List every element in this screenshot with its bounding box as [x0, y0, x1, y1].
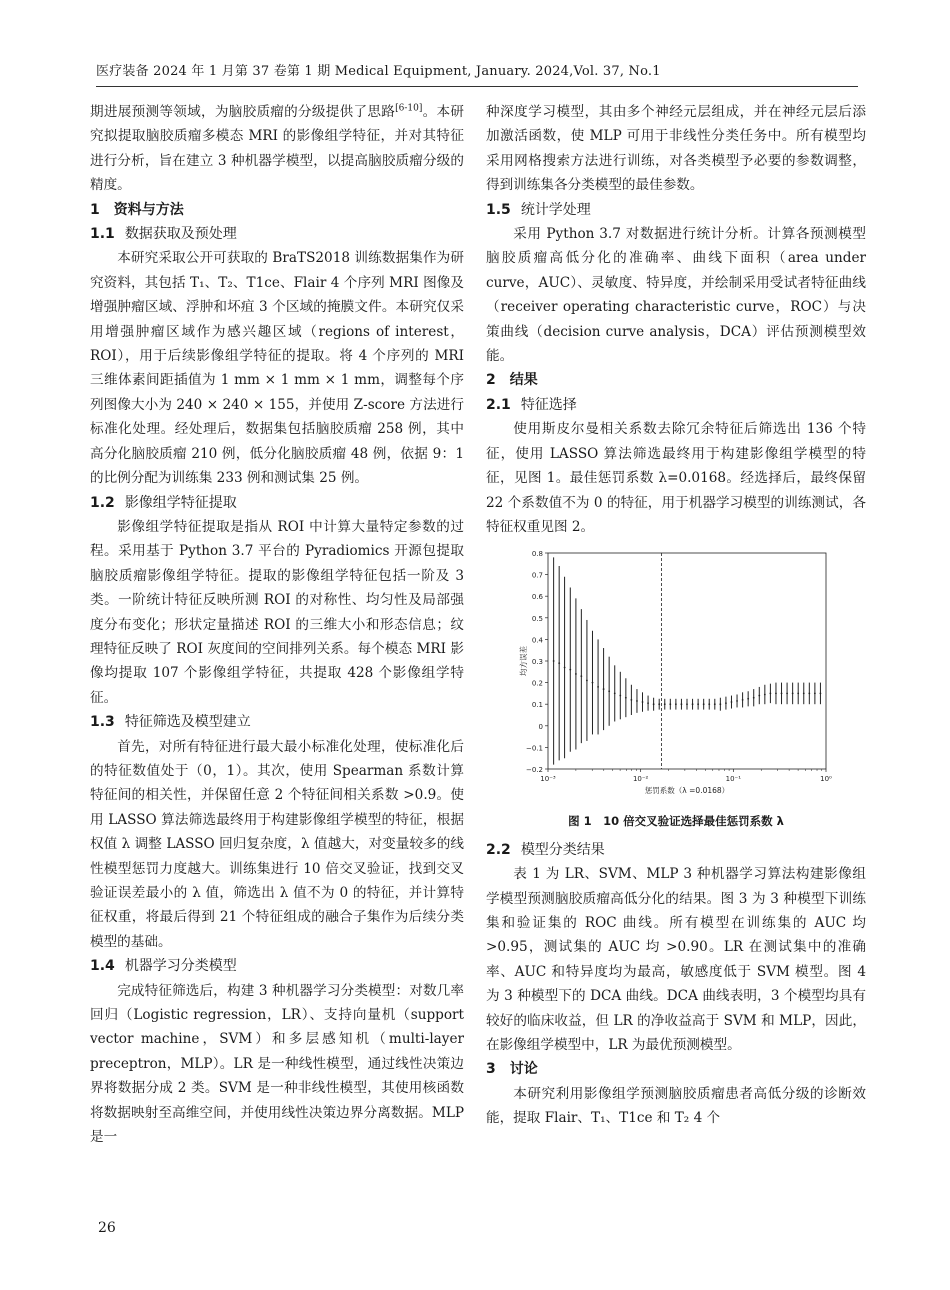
section-3-paragraph: 本研究利用影像组学预测脑胶质瘤患者高低分级的诊断效能，提取 Flair、T₁、T1ce 和 T₂ 4 个	[486, 1085, 866, 1127]
section-number: 1.3	[90, 714, 115, 731]
citation: [6-10]	[395, 103, 423, 114]
section-1-1-heading	[90, 222, 464, 246]
x-tick-label: 10⁻³	[540, 775, 556, 784]
mean-point	[608, 691, 610, 693]
section-title: 模型分类结果	[520, 841, 605, 858]
section-1-4-paragraph: 完成特征筛选后，构建 3 种机器学习分类模型：对数几率回归（Logistic regression，LR）、支持向量机（support vector machine，SVM）和多层感知机（multi-layer preceptron，MLP）。LR 是一种线性模型，通过线性决策边界将数据分成 2 类。SVM 是一种非线性模型，其使用核函数将数据映射至高维空间，并使用线性决策边界分离数据。MLP 是一	[90, 982, 464, 1146]
mean-point	[736, 700, 738, 702]
mean-point	[592, 682, 594, 684]
y-tick-label: 0.7	[531, 571, 543, 580]
mean-point	[775, 693, 777, 695]
section-2-1-paragraph: 使用斯皮尔曼相关系数去除冗余特征后筛选出 136 个特征，使用 LASSO 算法筛选最终用于构建影像组学模型的特征，见图 1。最佳惩罚系数 λ=0.0168。经选择后，最终保留 22 个系数值不为 0 的特征，用于机器学习模型的训练测试，各特征权重见图 2。	[486, 421, 866, 535]
mean-point	[558, 663, 560, 665]
y-tick-label: 0	[538, 723, 543, 732]
section-number: 1.2	[90, 494, 115, 511]
section-1-1-paragraph: 本研究采取公开可获取的 BraTS2018 训练数据集作为研究资料，其包括 T₁、T₂、T1ce、Flair 4 个序列 MRI 图像及增强肿瘤区域、浮肿和坏疽 3 个区域的掩膜文件。本研究仅采用增强肿瘤区域作为感兴趣区域（regions of interest，ROI），用于后续影像组学特征的提取。将 4 个序列的 MRI 三维体素间距插值为 1 mm × 1 mm × 1 mm，调整每个序列图像大小为 240 × 240 × 155，并使用 Z-score 方法进行标准化处理。经处理后，数据集包括脑胶质瘤 258 例，其中高分化脑胶质瘤 210 例，低分化脑胶质瘤 48 例，依据 9：1 的比例分配为训练集 233 例和测试集 25 例。	[90, 250, 464, 487]
mean-point	[714, 704, 716, 706]
mean-point	[603, 688, 605, 690]
mean-point	[753, 697, 755, 699]
mean-point	[758, 695, 760, 697]
section-title: 机器学习分类模型	[124, 958, 237, 975]
mean-point	[747, 698, 749, 700]
mean-point	[653, 704, 655, 706]
section-1-5-heading	[486, 198, 866, 222]
mean-point	[658, 704, 660, 706]
mean-point	[742, 699, 744, 701]
mean-point	[597, 686, 599, 688]
section-1-2-heading	[90, 491, 464, 515]
lasso-cv-chart	[486, 545, 866, 807]
mean-point	[569, 669, 571, 671]
section-title: 特征选择	[520, 396, 577, 413]
mean-point	[575, 673, 577, 675]
section-number: 2.1	[486, 396, 511, 413]
intro-text-cont: 。本研究拟提取脑胶质瘤多模态 MRI 的影像组学特征，并对其特征进行分析，旨在建立 3 种机器学模型，以提高脑胶质瘤分级的精度。	[90, 104, 465, 194]
running-header: 医疗装备 2024 年 1 月第 37 卷第 1 期 Medical Equipment, January. 2024,Vol. 37, No.1	[96, 64, 661, 79]
mean-point	[636, 700, 638, 702]
mean-point	[703, 704, 705, 706]
intro-paragraph	[90, 100, 464, 198]
mean-point	[553, 660, 555, 662]
mean-point	[814, 693, 816, 695]
y-tick-label: 0.2	[531, 679, 543, 688]
mean-point	[764, 694, 766, 696]
x-axis-label: 惩罚系数（λ =0.0168）	[644, 786, 730, 796]
mean-point	[619, 695, 621, 697]
section-2-1-heading	[486, 393, 866, 417]
mean-point	[681, 704, 683, 706]
y-tick-label: 0.1	[531, 701, 543, 710]
x-tick-label: 10⁰	[820, 775, 832, 784]
mean-point	[697, 704, 699, 706]
header-rule	[96, 86, 858, 87]
mean-point	[647, 703, 649, 705]
mean-point	[686, 704, 688, 706]
mean-point	[642, 701, 644, 703]
mean-point	[692, 704, 694, 706]
y-tick-label: 0.6	[531, 593, 543, 602]
section-title: 数据获取及预处理	[124, 226, 237, 243]
mean-point	[708, 704, 710, 706]
section-1-3-heading	[90, 710, 464, 734]
section-1-5-paragraph: 采用 Python 3.7 对数据进行统计分析。计算各预测模型脑胶质瘤高低分化的准确率、曲线下面积（area under curve，AUC）、灵敏度、特异度，并绘制采用受试者特征曲线（receiver operating characteristic curve，ROC）与决策曲线（decision curve analysis，DCA）评估预测模型效能。	[486, 226, 866, 365]
mean-point	[781, 693, 783, 695]
mean-point	[820, 693, 822, 695]
right-column	[486, 100, 866, 1131]
section-2-2-heading	[486, 838, 866, 862]
mean-point	[669, 704, 671, 706]
y-tick-label: 0.4	[531, 636, 543, 645]
mean-point	[792, 693, 794, 695]
y-tick-label: 0.8	[531, 550, 543, 559]
section-1-4-heading	[90, 954, 464, 978]
section-1-4-continued: 种深度学习模型，其由多个神经元层组成，并在神经元层后添加激活函数，使 MLP 可用于非线性分类任务中。所有模型均采用网格搜索方法进行训练，对各类模型予必要的参数调整，得到训练集各分类模型的最佳参数。	[486, 104, 866, 194]
section-number: 1.1	[90, 226, 115, 243]
x-tick-label: 10⁻²	[632, 775, 649, 784]
section-2-heading: 2 结果	[486, 372, 538, 389]
page-number: 26	[98, 1220, 116, 1236]
y-tick-label: −0.2	[526, 766, 543, 775]
mean-point	[808, 693, 810, 695]
mean-point	[731, 701, 733, 703]
section-title: 影像组学特征提取	[124, 494, 237, 511]
mean-point	[614, 693, 616, 695]
section-number: 1.5	[486, 201, 511, 218]
y-tick-label: 0.5	[531, 615, 543, 624]
section-2-2-paragraph: 表 1 为 LR、SVM、MLP 3 种机器学习算法构建影像组学模型预测脑胶质瘤高低分化的结果。图 3 为 3 种模型下训练集和验证集的 ROC 曲线。所有模型在训练集的 AUC 均 >0.95，测试集的 AUC 均 >0.90。LR 在测试集中的准确率、AUC 和特异度均为最高，敏感度低于 SVM 模型。图 4 为 3 种模型下的 DCA 曲线。DCA 曲线表明，3 个模型均具有较好的临床收益，但 LR 的净收益高于 SVM 和 MLP，因此，在影像组学模型中，LR 为最优预测模型。	[486, 866, 866, 1053]
section-1-3-paragraph: 首先，对所有特征进行最大最小标准化处理，使标准化后的特征数值处于（0，1）。其次，使用 Spearman 系数计算特征间的相关性，并保留任意 2 个特征间相关系数 >0.9。使用 LASSO 算法筛选最终用于构建影像组学模型的特征，根据权值 λ 调整 LASSO 回归复杂度，λ 值越大，对变量较多的线性模型惩罚力度越大。训练集进行 10 倍交叉验证，找到交叉验证误差最小的 λ 值，筛选出 λ 值不为 0 的特征，并计算特征权重，将最后得到 21 个特征组成的融合子集作为后续分类模型的基础。	[90, 738, 464, 950]
mean-point	[770, 693, 772, 695]
mean-point	[719, 704, 721, 706]
mean-point	[797, 693, 799, 695]
y-axis-label: 均方误差	[519, 646, 528, 677]
figure-1-caption: 图 1 10 倍交叉验证选择最佳惩罚系数 λ	[568, 814, 784, 829]
mean-point	[580, 676, 582, 678]
mean-point	[625, 697, 627, 699]
section-1-2-paragraph: 影像组学特征提取是指从 ROI 中计算大量特定参数的过程。采用基于 Python 3.7 平台的 Pyradiomics 开源包提取脑胶质瘤影像组学特征。提取的影像组学特征包括一阶及 3 类。一阶统计特征反映所测 ROI 的对称性、均匀性及局部强度分布变化；形状定量描述 ROI 的三维大小和形态信息；纹理特征反映了 ROI 灰度间的空间排列关系。每个模态 MRI 影像均提取 107 个影像组学特征，共提取 428 个影像组学特征。	[90, 518, 464, 706]
section-title: 特征筛选及模型建立	[124, 714, 251, 731]
section-1-heading: 1 资料与方法	[90, 201, 184, 218]
plot-frame	[548, 553, 826, 769]
section-3-heading: 3 讨论	[486, 1061, 538, 1078]
mean-point	[675, 704, 677, 706]
y-tick-label: 0.3	[531, 658, 543, 667]
mean-point	[803, 693, 805, 695]
figure-1	[486, 545, 866, 807]
y-tick-label: −0.1	[526, 744, 543, 753]
mean-point	[630, 699, 632, 701]
mean-point	[586, 680, 588, 682]
mean-point	[786, 693, 788, 695]
section-number: 2.2	[486, 841, 511, 858]
x-tick-label: 10⁻¹	[725, 775, 742, 784]
mean-point	[564, 667, 566, 669]
intro-text: 期进展预测等领域，为脑胶质瘤的分级提供了思路	[90, 104, 396, 120]
left-column	[90, 100, 464, 1149]
section-title: 统计学处理	[520, 201, 591, 218]
section-number: 1.4	[90, 958, 115, 975]
mean-point	[664, 704, 666, 706]
mean-point	[725, 703, 727, 705]
